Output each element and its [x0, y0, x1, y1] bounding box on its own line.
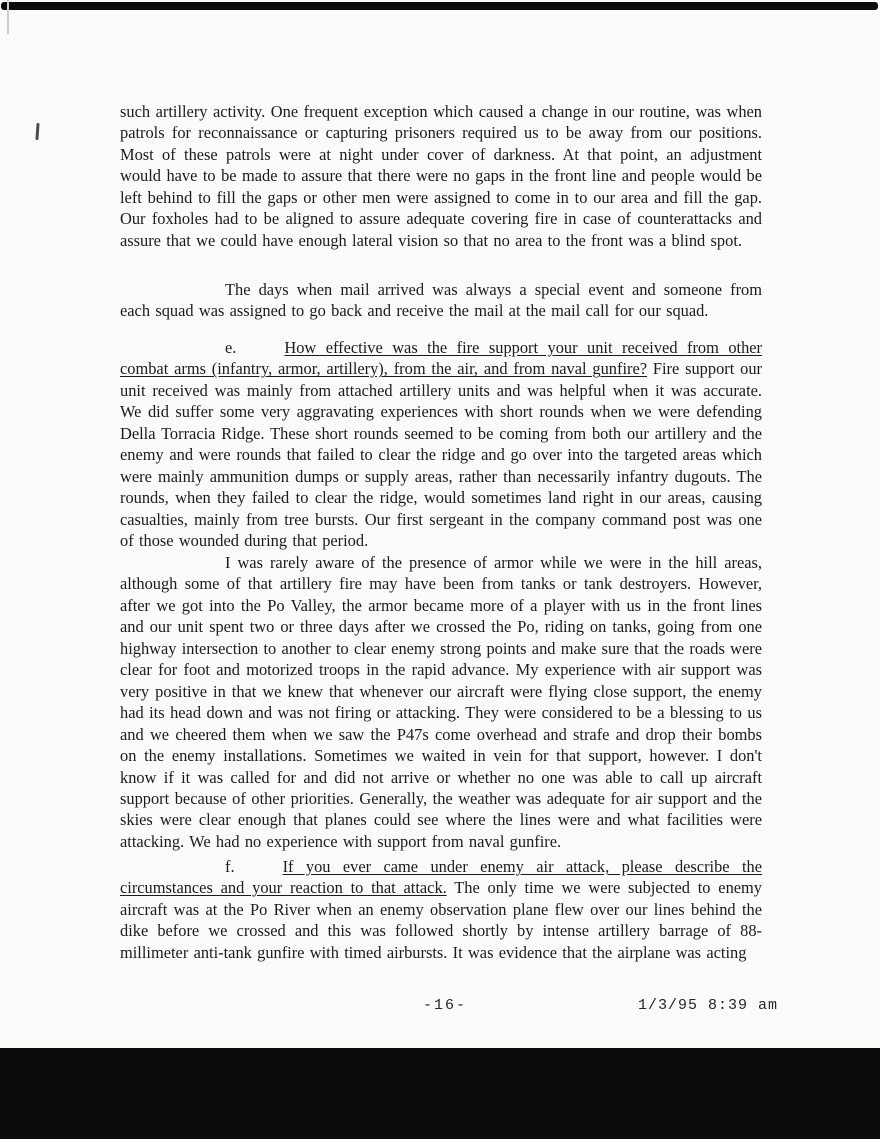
paragraph-question-f — [120, 856, 762, 963]
print-timestamp: 1/3/95 8:39 am — [638, 997, 779, 1014]
question-text-f: If you ever came under enemy air attack, please describe the circumstances and your reaction to that attack. — [120, 857, 762, 898]
scan-artifact-left-edge — [7, 0, 9, 34]
scan-artifact-bottom-bar — [0, 1048, 880, 1139]
question-label-f: f. — [225, 857, 235, 876]
question-text-e: How effective was the fire support your unit received from other combat arms (infantry, armor, artillery), from the air, and from naval gunfire? — [120, 338, 762, 379]
stray-pen-mark — [35, 123, 39, 140]
paragraph-question-e — [120, 337, 762, 552]
answer-text-e: Fire support our unit received was mainly from attached artillery units and was helpful when it was accurate. We did suffer some very aggravating experiences with short rounds when we were defending Della Torracia Ridge. These short rounds seemed to be coming from both our artillery and the enemy and were rounds that failed to clear the ridge and go over into the targeted areas which were mainly ammunition dumps or supply areas, rather than necessarily infantry dugouts. The rounds, when they failed to clear the ridge, would sometimes land right in our areas, causing casualties, mainly from tree bursts. Our first sergeant in the company command post was one of those wounded during that period. — [120, 359, 762, 551]
paragraph-armor-air-support: I was rarely aware of the presence of armor while we were in the hill areas, although some of that artillery fire may have been from tanks or tank destroyers. However, after we got into the Po Valley, the armor became more of a player with us in the front lines and our unit spent two or three days after we crossed the Po, riding on tanks, going from one highway intersection to another to clear enemy strong points and make sure that the roads were clear for foot and motorized troops in the rapid advance. My experience with air support was very positive in that we knew that whenever our aircraft were flying close support, the enemy had its head down and was not firing or attacking. They were considered to be a blessing to us and we cheered them when we saw the P47s come overhead and strafe and drop their bombs on the enemy installations. Sometimes we waited in vein for that support, however. I don't know if it was called for and did not arrive or whether no one was able to call up aircraft support because of other priorities. Generally, the weather was adequate for air support and the skies were clear enough that planes could see where the lines were and what facilities were attacking. We had no experience with support from naval gunfire. — [120, 553, 763, 851]
scan-artifact-top-bar — [1, 2, 878, 10]
answer-text-f: The only time we were subjected to enemy aircraft was at the Po River when an enemy observation plane flew over our lines behind the dike before we crossed and this was followed shortly by intense artillery barrage of 88-millimeter anti-tank gunfire with timed airbursts. It was evidence that the airplane was acting — [120, 878, 762, 962]
paragraph-artillery-activity: such artillery activity. One frequent exception which caused a change in our routine, was when patrols for reconnaissance or capturing prisoners required us to be away from our positions. Most of these patrols were at night under cover of darkness. At that point, an adjustment would have to be made to assure that there were no gaps in the front line and people would be left behind to fill the gaps or other men were assigned to come in to our area and fill the gap. Our foxholes had to be aligned to assure adequate covering fire in case of counterattacks and assure that we could have enough lateral vision so that no area to the front was a blind spot. — [120, 102, 762, 250]
question-label-e: e. — [225, 338, 237, 357]
paragraph-mail-call: The days when mail arrived was always a special event and someone from each squad was assigned to go back and receive the mail at the mail call for our squad. — [120, 280, 762, 321]
page-number: -16- — [423, 997, 468, 1014]
page-footer — [0, 997, 880, 1019]
